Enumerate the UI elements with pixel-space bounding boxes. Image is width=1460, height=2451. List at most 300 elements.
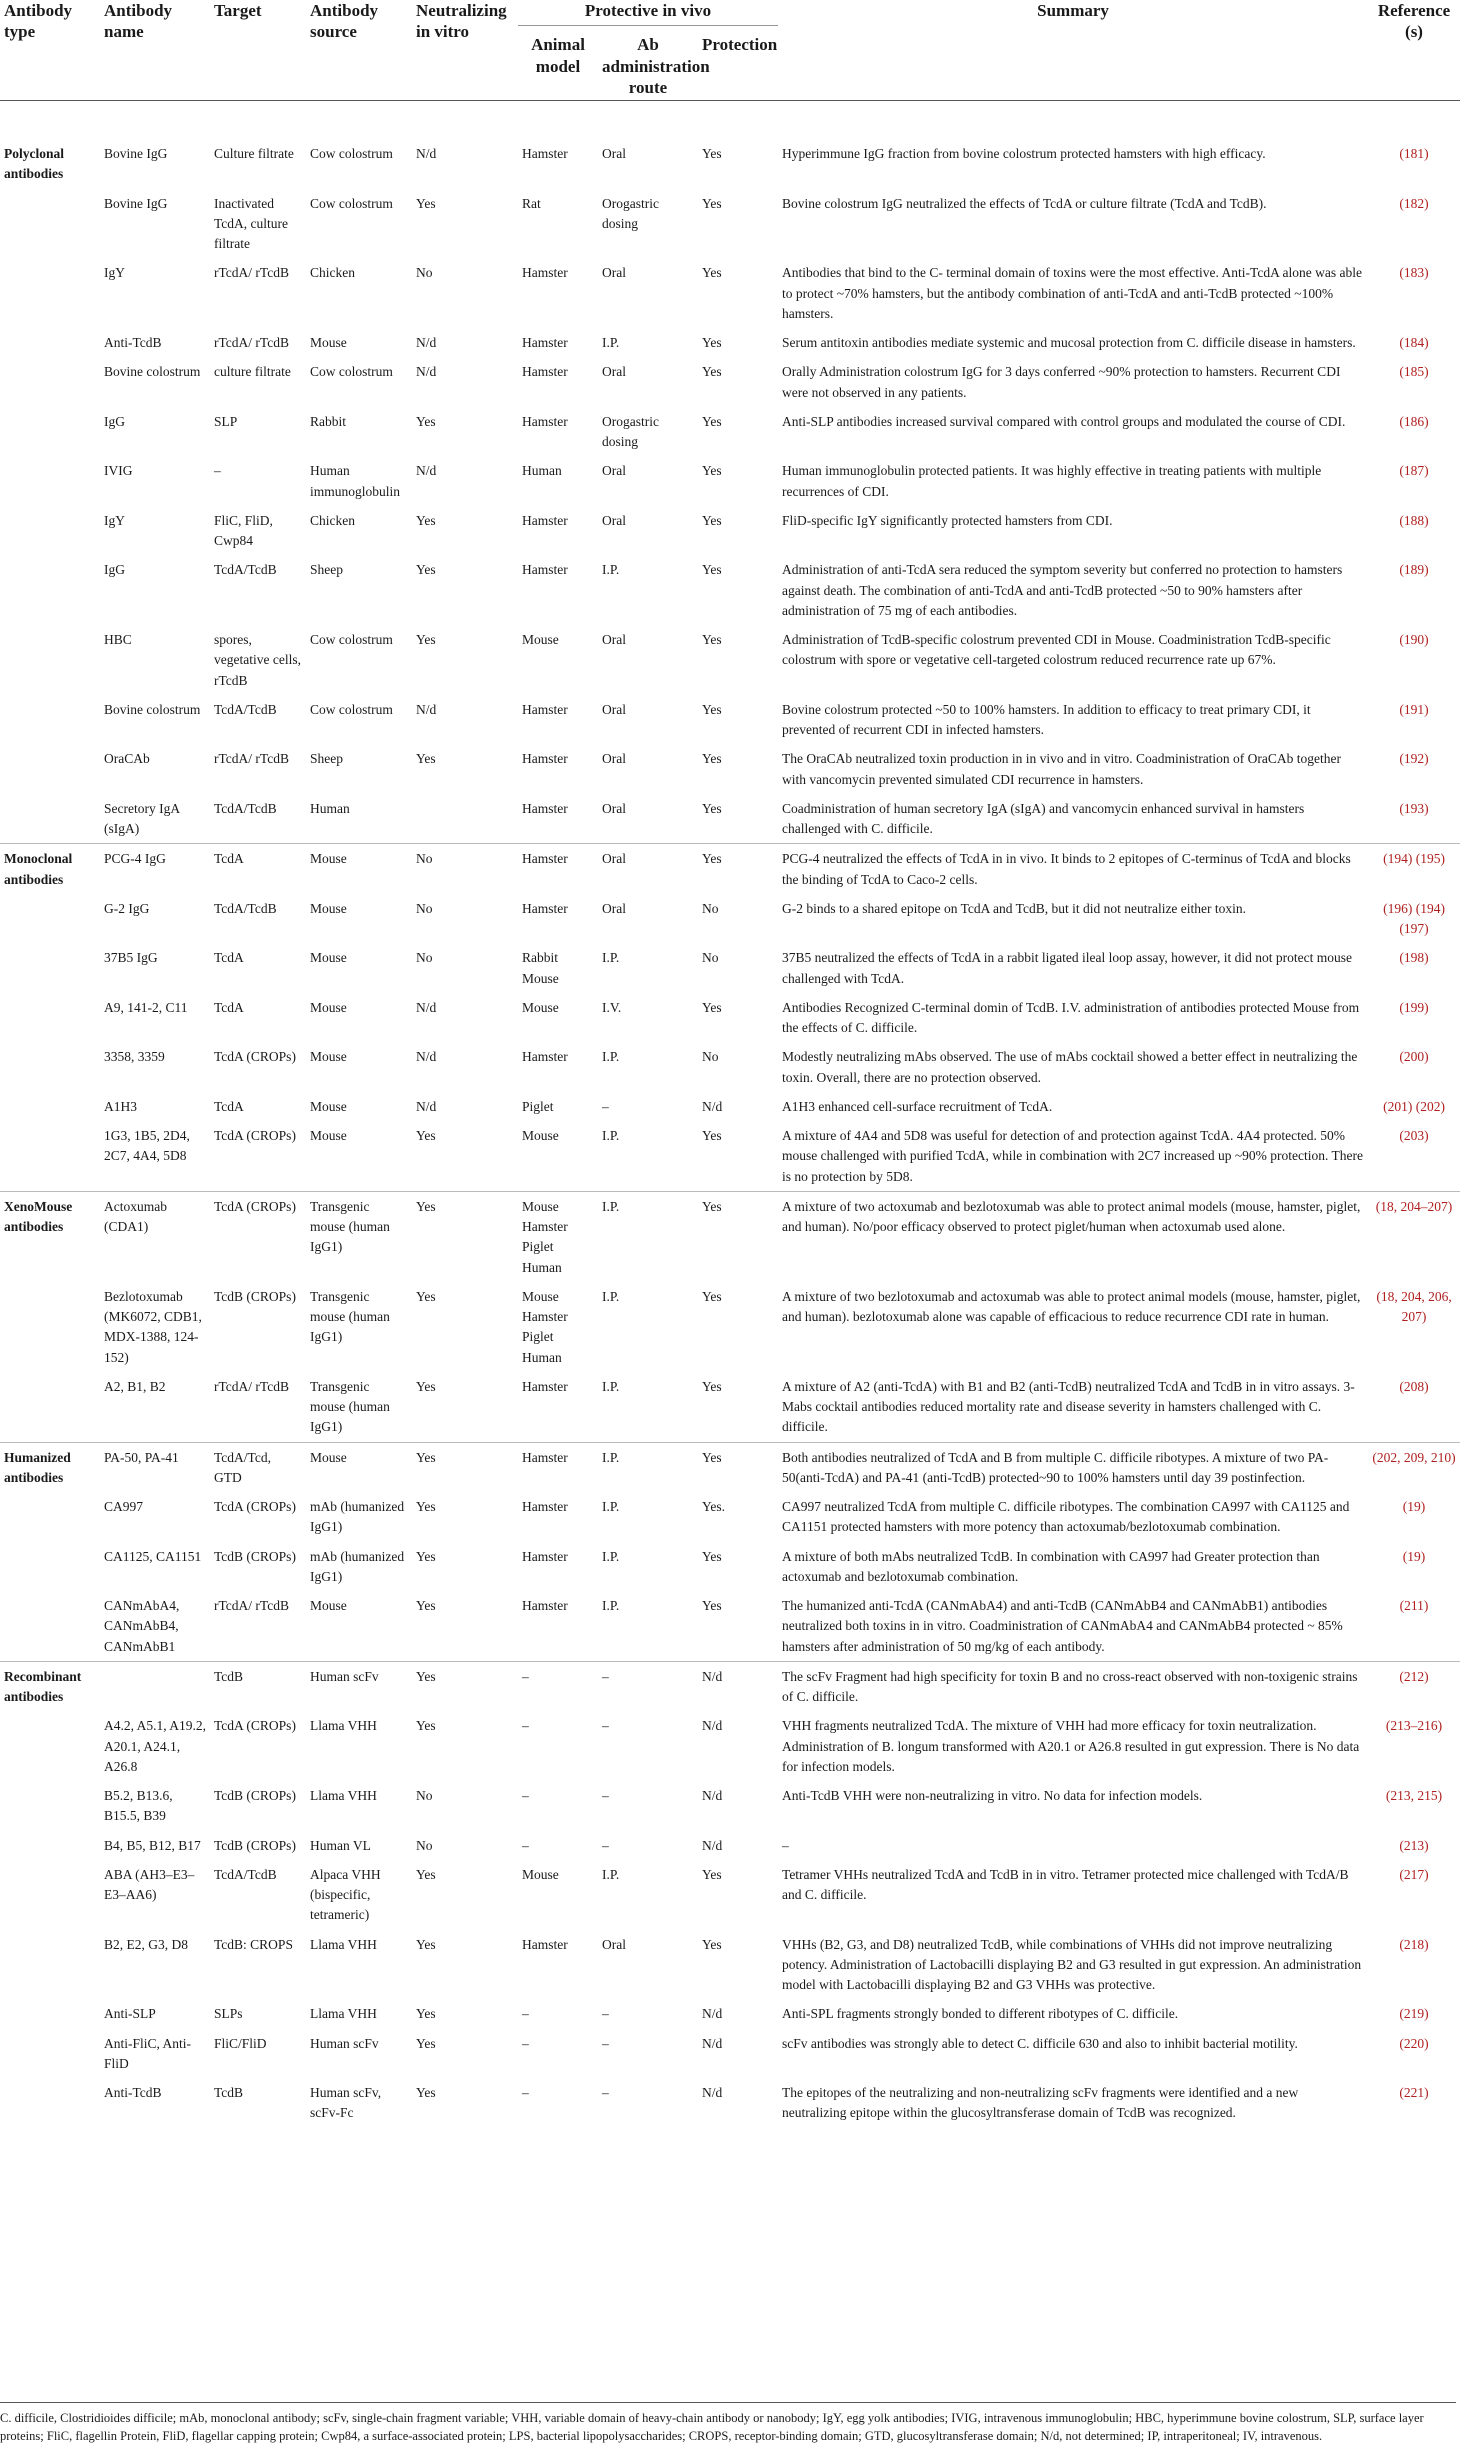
- table-row: [0, 357, 1460, 407]
- cell-summary: VHHs (B2, G3, and D8) neutralized TcdB, while combinations of VHHs did not improve neutralizing potency. Administration of Lactobacilli displaying B2 and G3 resulted in gut expression. An administration model with Lactobacilli displaying B2 and G3 VHHs was protective.: [782, 1936, 1362, 1992]
- cell-reference[interactable]: (190): [1399, 632, 1429, 647]
- cell-reference[interactable]: (213–216): [1385, 1718, 1443, 1734]
- table-row: [0, 1092, 1460, 1121]
- cell-target: rTcdA/ rTcdB: [214, 751, 289, 767]
- cell-antibody-name: A2, B1, B2: [104, 1378, 166, 1394]
- cell-antibody-name: Anti-TcdB: [104, 2085, 162, 2100]
- cell-antibody-type: [0, 1860, 100, 1930]
- cell-route: Oral: [602, 512, 626, 528]
- cell-route: I.P.: [602, 950, 620, 966]
- cell-neutralizing: No: [412, 844, 518, 894]
- cell-antibody-type: XenoMouse antibodies: [0, 1191, 100, 1282]
- cell-animal-model: Hamster: [522, 146, 568, 161]
- cell-summary: Antibodies that bind to the C- terminal domain of toxins were the most effective. Anti-TcdA alone was able to protect ~70% hamsters, but the antibody combination of anti-TcdA and anti-TcdB protected ~100% hamsters.: [782, 265, 1362, 321]
- cell-summary: VHH fragments neutralized TcdA. The mixture of VHH had more efficacy for toxin neutralization. Administration of B. longum transformed with A20.1 or A26.8 resulted in gut expression. There is No data for infection models.: [782, 1718, 1360, 1774]
- cell-reference[interactable]: (19): [1402, 1499, 1426, 1514]
- cell-antibody-type: [0, 993, 100, 1043]
- cell-summary: Serum antitoxin antibodies mediate systemic and mucosal protection from C. difficile disease in hamsters.: [782, 335, 1356, 350]
- cell-animal-model: –: [522, 1788, 529, 1803]
- cell-summary: A mixture of both mAbs neutralized TcdB. In combination with CA997 had Greater protection than actoxumab and bezlotoxumab combination.: [782, 1548, 1320, 1584]
- cell-summary: The OraCAb neutralized toxin production in in vivo and in vitro. Coadministration of OraCAb together with vancomycin prevented simulated CDI recurrence in hamsters.: [782, 751, 1342, 787]
- cell-summary: FliD-specific IgY significantly protected hamsters from CDI.: [782, 512, 1113, 528]
- cell-source: Sheep: [310, 751, 343, 767]
- cell-source: Mouse: [310, 1128, 347, 1143]
- cell-neutralizing: Yes: [416, 1378, 436, 1394]
- cell-animal-model: –: [522, 2006, 529, 2022]
- table-row: [0, 1191, 1460, 1282]
- table-row: [0, 2078, 1460, 2128]
- cell-animal-model: Mouse Hamster Piglet Human: [522, 1288, 568, 1365]
- header-reference: Reference (s): [1377, 1, 1451, 42]
- cell-protection: Yes.: [702, 1499, 726, 1514]
- cell-target: Inactivated TcdA, culture filtrate: [214, 195, 289, 251]
- header-summary: Summary: [1037, 1, 1109, 20]
- header-target: Target: [214, 1, 262, 20]
- cell-source: Chicken: [310, 265, 355, 281]
- cell-antibody-name: B4, B5, B12, B17: [104, 1837, 201, 1853]
- cell-protection: Yes: [702, 364, 722, 380]
- cell-protection: Yes: [702, 413, 722, 429]
- cell-reference[interactable]: (218): [1399, 1936, 1429, 1952]
- cell-reference[interactable]: (183): [1399, 265, 1429, 281]
- cell-antibody-type: [0, 1781, 100, 1831]
- cell-antibody-type: Polyclonal antibodies: [4, 146, 64, 182]
- cell-route: Oral: [602, 265, 626, 281]
- cell-animal-model: Hamster: [522, 1936, 568, 1952]
- cell-protection: Yes: [702, 1128, 722, 1143]
- cell-protection: Yes: [702, 335, 722, 350]
- cell-antibody-name: IgY: [104, 512, 125, 528]
- cell-route: Oral: [602, 751, 626, 767]
- cell-antibody-name: Secretory IgA (sIgA): [104, 800, 180, 836]
- cell-reference[interactable]: (200): [1399, 1049, 1429, 1065]
- cell-source: Cow colostrum: [310, 146, 393, 161]
- cell-animal-model: –: [518, 1661, 598, 1711]
- cell-target: TcdA (CROPs): [210, 1191, 306, 1282]
- cell-neutralizing: No: [416, 265, 433, 281]
- cell-antibody-name: B2, E2, G3, D8: [104, 1936, 188, 1952]
- cell-route: Oral: [602, 463, 626, 479]
- cell-antibody-name: Bovine IgG: [104, 146, 168, 161]
- cell-antibody-type: [0, 744, 100, 794]
- cell-neutralizing: Yes: [416, 632, 436, 647]
- cell-neutralizing: Yes: [416, 512, 436, 528]
- cell-reference[interactable]: (199): [1399, 999, 1429, 1015]
- cell-antibody-name: CANmAbA4, CANmAbB4, CANmAbB1: [104, 1598, 180, 1654]
- cell-antibody-name: CA997: [104, 1499, 144, 1514]
- cell-antibody-name: G-2 IgG: [104, 900, 150, 916]
- cell-antibody-name: Bovine colostrum: [104, 701, 201, 717]
- cell-reference[interactable]: (192): [1399, 751, 1429, 767]
- cell-route: I.P.: [598, 1442, 698, 1492]
- cell-target: Culture filtrate: [214, 146, 294, 161]
- cell-neutralizing: No: [416, 1788, 433, 1803]
- cell-protection: Yes: [702, 1598, 722, 1613]
- cell-animal-model: Mouse: [522, 1866, 559, 1882]
- cell-antibody-type: [0, 506, 100, 556]
- cell-reference[interactable]: (193): [1399, 800, 1429, 816]
- cell-reference[interactable]: (219): [1399, 2006, 1429, 2022]
- cell-reference[interactable]: (187): [1399, 463, 1429, 479]
- table-row: [0, 993, 1460, 1043]
- cell-target: –: [214, 463, 221, 479]
- cell-reference[interactable]: (198): [1399, 950, 1429, 966]
- cell-reference[interactable]: (188): [1399, 512, 1429, 528]
- cell-target: TcdA/TcdB: [214, 562, 277, 578]
- cell-route: Orogastric dosing: [602, 413, 659, 449]
- table-row: [0, 1542, 1460, 1592]
- cell-reference[interactable]: (185): [1399, 364, 1429, 380]
- cell-target: TcdB (CROPs): [214, 1837, 296, 1853]
- cell-animal-model: Hamster: [522, 800, 568, 816]
- cell-source: mAb (humanized IgG1): [310, 1499, 405, 1535]
- cell-route: I.P.: [602, 1499, 620, 1514]
- cell-antibody-name: IgG: [104, 413, 125, 429]
- cell-target: rTcdA/ rTcdB: [214, 335, 289, 350]
- cell-summary: The humanized anti-TcdA (CANmAbA4) and anti-TcdB (CANmAbB4 and CANmAbB1) antibodies neutralized both toxins in in vitro. Coadministration of CANmAbA4 and CANmAbB4 protected ~ 85% hamsters after administration of 50 mg/kg of each antibody.: [782, 1598, 1343, 1654]
- cell-target: TcdA/TcdB: [214, 1866, 277, 1882]
- cell-protection: Yes: [702, 265, 722, 281]
- cell-reference[interactable]: (220): [1399, 2035, 1429, 2051]
- cell-target: FliC, FliD, Cwp84: [214, 512, 273, 548]
- cell-source: Cow colostrum: [310, 701, 393, 717]
- cell-source: Mouse: [306, 1442, 412, 1492]
- header-protective: Protective in vivo: [518, 0, 778, 26]
- cell-target: TcdB: CROPS: [214, 1936, 293, 1952]
- cell-reference[interactable]: (203): [1399, 1128, 1429, 1143]
- cell-reference[interactable]: (186): [1399, 413, 1429, 429]
- cell-source: Rabbit: [310, 413, 346, 429]
- cell-summary: Both antibodies neutralized of TcdA and B from multiple C. difficile ribotypes. A mixture of two PA-50(anti-TcdA) and PA-41 (anti-TcdB) protected~90 to 100% hamsters until day 39 postinfection.: [778, 1442, 1368, 1492]
- cell-antibody-name: Anti-FliC, Anti-FliD: [104, 2035, 192, 2071]
- cell-source: Chicken: [310, 512, 355, 528]
- cell-protection: Yes: [702, 1288, 722, 1304]
- table-body: [0, 139, 1460, 2128]
- cell-animal-model: Hamster: [522, 1049, 568, 1065]
- cell-antibody-type: [0, 189, 100, 259]
- cell-source: Sheep: [310, 562, 343, 578]
- cell-antibody-name: 3358, 3359: [104, 1049, 165, 1065]
- cell-neutralizing: Yes: [416, 751, 436, 767]
- cell-route: Oral: [602, 800, 626, 816]
- cell-route: I.P.: [598, 1191, 698, 1282]
- cell-antibody-name: A4.2, A5.1, A19.2, A20.1, A24.1, A26.8: [104, 1718, 207, 1774]
- table-row: [0, 1930, 1460, 2000]
- cell-source: Transgenic mouse (human IgG1): [310, 1378, 390, 1435]
- cell-antibody-type: Humanized antibodies: [0, 1442, 100, 1492]
- cell-source: Cow colostrum: [310, 364, 393, 380]
- cell-route: –: [598, 1661, 698, 1711]
- cell-antibody-name: Bovine colostrum: [104, 364, 201, 380]
- cell-protection: No: [702, 950, 719, 966]
- cell-antibody-name: ABA (AH3–E3–E3–AA6): [104, 1866, 195, 1902]
- cell-protection: Yes: [702, 1936, 722, 1952]
- cell-summary: Antibodies Recognized C-terminal domin of TcdB. I.V. administration of antibodies protected Mouse from the effects of C. difficile.: [782, 999, 1360, 1035]
- cell-source: Human scFv, scFv-Fc: [310, 2085, 382, 2121]
- cell-route: I.P.: [602, 1598, 620, 1613]
- cell-summary: A mixture of A2 (anti-TcdA) with B1 and B2 (anti-TcdB) neutralized TcdA and TcdB in in vitro assays. 3-Mabs cocktail antibodies reduced mortality rate and disease severity in hamsters challenged with C. difficile.: [782, 1378, 1355, 1435]
- cell-source: Mouse: [310, 1098, 347, 1114]
- cell-route: –: [602, 1788, 609, 1803]
- cell-source: Mouse: [310, 999, 347, 1015]
- table-row: [0, 1492, 1460, 1542]
- cell-source: Human immunoglobulin: [310, 463, 401, 499]
- cell-antibody-name: OraCAb: [104, 751, 150, 767]
- cell-target: SLP: [214, 413, 238, 429]
- table-row: [0, 555, 1460, 625]
- cell-summary: The epitopes of the neutralizing and non-neutralizing scFv fragments were identified and a new neutralizing epitope within the glucosyltransferase domain of TcdB was recognized.: [782, 2085, 1299, 2121]
- cell-neutralizing: Yes: [416, 1718, 436, 1734]
- cell-neutralizing: Yes: [416, 1866, 436, 1882]
- cell-reference[interactable]: (189): [1399, 562, 1429, 578]
- table-row: [0, 844, 1460, 894]
- cell-antibody-name: Actoxumab (CDA1): [100, 1191, 210, 1282]
- header-source: Antibody source: [310, 1, 379, 42]
- cell-animal-model: Hamster: [522, 364, 568, 380]
- cell-route: I.P.: [602, 1288, 620, 1304]
- cell-source: Human VL: [310, 1837, 371, 1853]
- cell-route: I.P.: [602, 562, 620, 578]
- table-row: [0, 625, 1460, 695]
- cell-antibody-type: [0, 1999, 100, 2028]
- cell-target: TcdA (CROPs): [214, 1499, 296, 1514]
- cell-neutralizing: N/d: [416, 335, 437, 350]
- cell-animal-model: Hamster: [518, 844, 598, 894]
- header-neutralizing: Neutralizing in vitro: [416, 1, 507, 42]
- cell-animal-model: Hamster: [522, 900, 568, 916]
- cell-protection: N/d: [702, 2006, 723, 2022]
- cell-neutralizing: Yes: [416, 1499, 436, 1514]
- cell-neutralizing: N/d: [416, 701, 437, 717]
- cell-animal-model: Rabbit Mouse: [522, 950, 559, 986]
- cell-animal-model: Hamster: [522, 1598, 568, 1613]
- cell-source: Mouse: [310, 950, 347, 966]
- cell-antibody-type: [0, 2029, 100, 2079]
- cell-route: Oral: [602, 1936, 626, 1952]
- cell-target: rTcdA/ rTcdB: [214, 265, 289, 281]
- cell-protection: N/d: [702, 2035, 723, 2051]
- cell-animal-model: Hamster: [522, 413, 568, 429]
- cell-neutralizing: No: [416, 950, 433, 966]
- cell-source: Mouse: [310, 1598, 347, 1613]
- cell-neutralizing: Yes: [416, 1598, 436, 1613]
- cell-protection: N/d: [702, 1788, 723, 1803]
- cell-target: TcdA (CROPs): [214, 1718, 296, 1734]
- cell-protection: Yes: [698, 1442, 778, 1492]
- cell-animal-model: Mouse: [522, 999, 559, 1015]
- cell-route: I.P.: [602, 1378, 620, 1394]
- cell-antibody-name: HBC: [104, 632, 132, 647]
- cell-protection: Yes: [702, 463, 722, 479]
- cell-reference[interactable]: (201) (202): [1383, 1098, 1445, 1114]
- cell-target: rTcdA/ rTcdB: [214, 1378, 289, 1394]
- cell-animal-model: Mouse: [522, 632, 559, 647]
- cell-antibody-name: B5.2, B13.6, B15.5, B39: [104, 1788, 173, 1824]
- table-row: [0, 1661, 1460, 1711]
- header-type: Antibody type: [4, 1, 73, 42]
- cell-protection: Yes: [698, 844, 778, 894]
- cell-neutralizing: N/d: [416, 1098, 437, 1114]
- cell-source: Alpaca VHH (bispecific, tetrameric): [310, 1866, 381, 1923]
- cell-source: Cow colostrum: [310, 632, 393, 647]
- cell-summary: A mixture of two bezlotoxumab and actoxumab was able to protect animal models (mouse, hamster, piglet, and human). bezlotoxumab alone was capable of efficacious to reduce recurrence CDI rate in human.: [782, 1288, 1361, 1324]
- cell-neutralizing: N/d: [416, 146, 437, 161]
- header-name: Antibody name: [104, 1, 173, 42]
- cell-neutralizing: Yes: [416, 2035, 436, 2051]
- cell-antibody-type: [0, 1930, 100, 2000]
- cell-antibody-type: [0, 555, 100, 625]
- header-animal: Animal model: [531, 35, 585, 76]
- cell-neutralizing: Yes: [416, 195, 436, 211]
- cell-summary: A mixture of two actoxumab and bezlotoxumab was able to protect animal models (mouse, hamster, piglet, and human). No/poor efficacy observed to protect piglet/human when actoxumab used alone.: [778, 1191, 1368, 1282]
- cell-summary: Bovine colostrum protected ~50 to 100% hamsters. In addition to efficacy to treat primary CDI, it prevented of recurrent CDI in infected hamsters.: [782, 701, 1311, 737]
- cell-route: Oral: [602, 146, 626, 161]
- cell-antibody-type: [0, 1042, 100, 1092]
- cell-protection: N/d: [702, 1718, 723, 1734]
- table-row: [0, 139, 1460, 189]
- table-row: [0, 2029, 1460, 2079]
- cell-antibody-type: [0, 1831, 100, 1860]
- cell-source: Llama VHH: [310, 1788, 377, 1803]
- cell-reference[interactable]: (211): [1399, 1598, 1429, 1613]
- cell-neutralizing: [412, 794, 518, 844]
- cell-animal-model: Hamster: [522, 1499, 568, 1514]
- cell-reference[interactable]: (217): [1399, 1866, 1429, 1882]
- cell-reference[interactable]: (191): [1399, 701, 1429, 717]
- cell-source: Llama VHH: [310, 1718, 377, 1734]
- cell-reference[interactable]: (19): [1402, 1548, 1426, 1564]
- cell-summary: Hyperimmune IgG fraction from bovine colostrum protected hamsters with high efficacy.: [782, 146, 1266, 161]
- cell-summary: G-2 binds to a shared epitope on TcdA and TcdB, but it did not neutralize either toxin.: [782, 900, 1247, 916]
- cell-target: SLPs: [214, 2006, 243, 2022]
- table-row: [0, 1442, 1460, 1492]
- cell-route: I.P.: [602, 335, 620, 350]
- cell-protection: No: [702, 900, 719, 916]
- cell-route: Oral: [602, 364, 626, 380]
- cell-protection: Yes: [702, 562, 722, 578]
- cell-summary: Modestly neutralizing mAbs observed. The use of mAbs cocktail showed a better effect in neutralizing the toxin. Overall, there are no protection observed.: [782, 1049, 1358, 1085]
- cell-reference[interactable]: (196) (194) (197): [1383, 900, 1445, 936]
- cell-reference[interactable]: (181): [1399, 146, 1429, 161]
- cell-antibody-name: IVIG: [104, 463, 133, 479]
- cell-animal-model: Mouse Hamster Piglet Human: [518, 1191, 598, 1282]
- cell-neutralizing: Yes: [416, 1548, 436, 1564]
- table-row: [0, 744, 1460, 794]
- cell-antibody-type: [0, 258, 100, 328]
- cell-neutralizing: Yes: [412, 1661, 518, 1711]
- cell-reference[interactable]: (182): [1399, 195, 1429, 211]
- cell-antibody-name: 1G3, 1B5, 2D4, 2C7, 4A4, 5D8: [104, 1128, 190, 1164]
- cell-protection: Yes: [702, 195, 722, 211]
- cell-protection: Yes: [702, 146, 722, 161]
- cell-target: culture filtrate: [214, 364, 291, 380]
- cell-animal-model: Hamster: [522, 335, 568, 350]
- cell-neutralizing: Yes: [416, 413, 436, 429]
- table-row: [0, 1711, 1460, 1781]
- cell-protection: N/d: [702, 2085, 723, 2100]
- table-row: [0, 1282, 1460, 1372]
- cell-reference[interactable]: (194) (195): [1368, 844, 1460, 894]
- cell-animal-model: Hamster: [522, 701, 568, 717]
- cell-reference[interactable]: (213): [1399, 1837, 1429, 1853]
- cell-animal-model: Hamster: [522, 562, 568, 578]
- cell-animal-model: Rat: [522, 195, 541, 211]
- cell-animal-model: Mouse: [522, 1128, 559, 1143]
- cell-route: I.P.: [602, 1548, 620, 1564]
- cell-summary: Administration of anti-TcdA sera reduced the symptom severity but conferred no protection to hamsters against death. The combination of anti-TcdA and anti-TcdB protected ~50 to 90% hamsters after administration of 75 mg of each antibodies.: [782, 562, 1343, 618]
- cell-neutralizing: N/d: [416, 463, 437, 479]
- cell-reference[interactable]: (208): [1399, 1378, 1429, 1394]
- cell-target: TcdA: [214, 950, 244, 966]
- cell-animal-model: Hamster: [522, 751, 568, 767]
- cell-antibody-type: [0, 1372, 100, 1442]
- cell-reference[interactable]: (221): [1399, 2085, 1429, 2100]
- cell-antibody-name: IgG: [104, 562, 125, 578]
- cell-animal-model: –: [522, 2035, 529, 2051]
- cell-antibody-name: PCG-4 IgG: [100, 844, 210, 894]
- cell-summary: Tetramer VHHs neutralized TcdA and TcdB in in vitro. Tetramer protected mice challenged with TcdA/B and C. difficile.: [782, 1866, 1349, 1902]
- cell-antibody-type: [0, 1092, 100, 1121]
- cell-route: Orogastric dosing: [602, 195, 659, 231]
- table-row: [0, 407, 1460, 457]
- cell-summary: Orally Administration colostrum IgG for 3 days conferred ~90% protection to hamsters. Recurrent CDI were not observed in any patients.: [782, 364, 1341, 400]
- cell-reference[interactable]: (213, 215): [1385, 1788, 1443, 1803]
- cell-route: I.P.: [602, 1049, 620, 1065]
- cell-antibody-type: [0, 328, 100, 357]
- cell-route: Oral: [602, 900, 626, 916]
- cell-reference[interactable]: (18, 204–207): [1368, 1191, 1460, 1282]
- cell-source: Llama VHH: [310, 2006, 377, 2022]
- cell-source: mAb (humanized IgG1): [310, 1548, 405, 1584]
- cell-route: –: [602, 2085, 609, 2100]
- table-row: [0, 894, 1460, 944]
- table-row: [0, 258, 1460, 328]
- cell-reference[interactable]: (202, 209, 210): [1368, 1442, 1460, 1492]
- cell-source: Transgenic mouse (human IgG1): [310, 1288, 390, 1345]
- cell-route: –: [602, 1098, 609, 1114]
- cell-source: Transgenic mouse (human IgG1): [306, 1191, 412, 1282]
- cell-protection: Yes: [702, 1378, 722, 1394]
- cell-protection: Yes: [702, 1866, 722, 1882]
- cell-antibody-name: A9, 141-2, C11: [104, 999, 188, 1015]
- table-row: [0, 506, 1460, 556]
- cell-reference[interactable]: (212): [1368, 1661, 1460, 1711]
- cell-neutralizing: N/d: [416, 999, 437, 1015]
- cell-animal-model: –: [522, 1718, 529, 1734]
- cell-summary: Anti-TcdB VHH were non-neutralizing in vitro. No data for infection models.: [782, 1788, 1203, 1803]
- cell-neutralizing: Yes: [416, 1288, 436, 1304]
- cell-animal-model: Piglet: [522, 1098, 554, 1114]
- cell-reference[interactable]: (184): [1399, 335, 1429, 350]
- cell-animal-model: –: [522, 1837, 529, 1853]
- cell-reference[interactable]: (18, 204, 206, 207): [1376, 1288, 1452, 1324]
- cell-target: spores, vegetative cells, rTcdB: [214, 632, 301, 688]
- cell-neutralizing: Yes: [416, 1128, 436, 1143]
- cell-source: Human scFv: [306, 1661, 412, 1711]
- cell-source: Llama VHH: [310, 1936, 377, 1952]
- cell-protection: Yes: [702, 512, 722, 528]
- cell-neutralizing: N/d: [416, 364, 437, 380]
- cell-route: Oral: [598, 844, 698, 894]
- cell-protection: Yes: [702, 800, 722, 816]
- cell-neutralizing: N/d: [416, 1049, 437, 1065]
- cell-route: Oral: [602, 701, 626, 717]
- cell-animal-model: Hamster: [522, 1548, 568, 1564]
- cell-target: TcdA: [210, 844, 306, 894]
- cell-antibody-type: [0, 1591, 100, 1661]
- cell-route: I.P.: [602, 1128, 620, 1143]
- cell-animal-model: Hamster: [522, 1378, 568, 1394]
